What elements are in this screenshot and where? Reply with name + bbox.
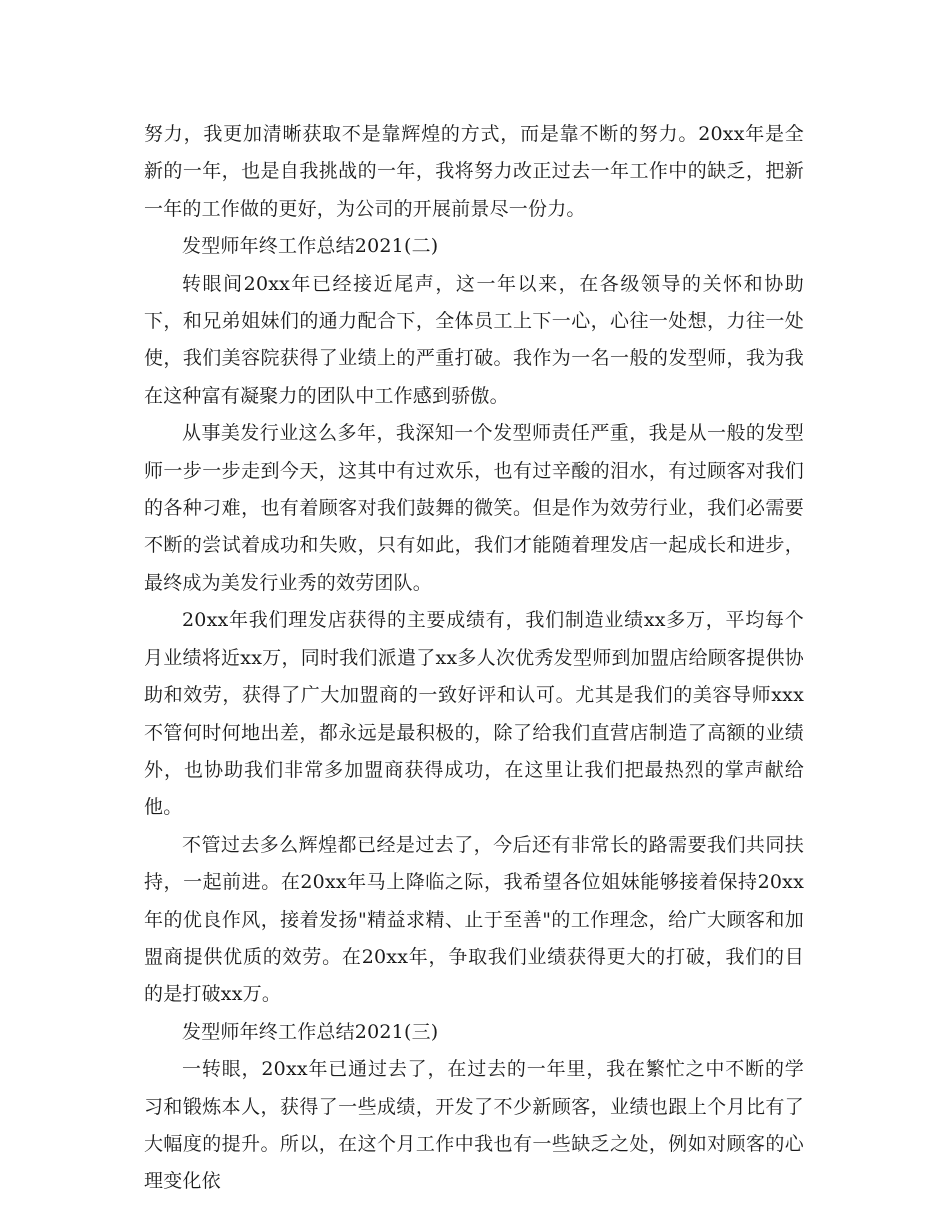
paragraph: 一转眼，20xx年已通过去了，在过去的一年里，我在繁忙之中不断的学习和锻炼本人，获得了一些成绩，开发了不少新顾客，业绩也跟上个月比有了大幅度的提升。所以，在这个月工作中我也有一些缺乏之处，例如对顾客的心理变化依 bbox=[144, 1058, 804, 1193]
paragraph-continuation: 努力，我更加清晰获取不是靠辉煌的方式，而是靠不断的努力。20xx年是全新的一年，也是自我挑战的一年，我将努力改正过去一年工作中的缺乏，把新一年的工作做的更好，为公司的开展前景尽一份力。 bbox=[144, 123, 804, 220]
document-body bbox=[144, 116, 804, 1201]
paragraph: 不管过去多么辉煌都已经是过去了，今后还有非常长的路需要我们共同扶持，一起前进。在20xx年马上降临之际，我希望各位姐妹能够接着保持20xx年的优良作风，接着发扬"精益求精、止于至善"的工作理念，给广大顾客和加盟商提供优质的效劳。在20xx年，争取我们业绩获得更大的打破，我们的目的是打破xx万。 bbox=[144, 833, 804, 1006]
paragraph: 转眼间20xx年已经接近尾声，这一年以来，在各级领导的关怀和协助下，和兄弟姐妹们的通力配合下，全体员工上下一心，心往一处想，力往一处使，我们美容院获得了业绩上的严重打破。我作为一名一般的发型师，我为我在这种富有凝聚力的团队中工作感到骄傲。 bbox=[144, 272, 804, 407]
paragraph: 20xx年我们理发店获得的主要成绩有，我们制造业绩xx多万，平均每个月业绩将近xx万，同时我们派遣了xx多人次优秀发型师到加盟店给顾客提供协助和效劳，获得了广大加盟商的一致好评和认可。尤其是我们的美容导师xxx不管何时何地出差，都永远是最积极的，除了给我们直营店制造了高额的业绩外，也协助我们非常多加盟商获得成功，在这里让我们把最热烈的掌声献给他。 bbox=[144, 609, 804, 819]
section-heading-2: 发型师年终工作总结2021(二) bbox=[182, 235, 439, 258]
section-heading-3: 发型师年终工作总结2021(三) bbox=[182, 1020, 439, 1043]
paragraph: 从事美发行业这么多年，我深知一个发型师责任严重，我是从一般的发型师一步一步走到今天，这其中有过欢乐，也有过辛酸的泪水，有过顾客对我们的各种刁难，也有着顾客对我们鼓舞的微笑。但是作为效劳行业，我们必需要不断的尝试着成功和失败，只有如此，我们才能随着理发店一起成长和进步，最终成为美发行业秀的效劳团队。 bbox=[144, 422, 804, 594]
